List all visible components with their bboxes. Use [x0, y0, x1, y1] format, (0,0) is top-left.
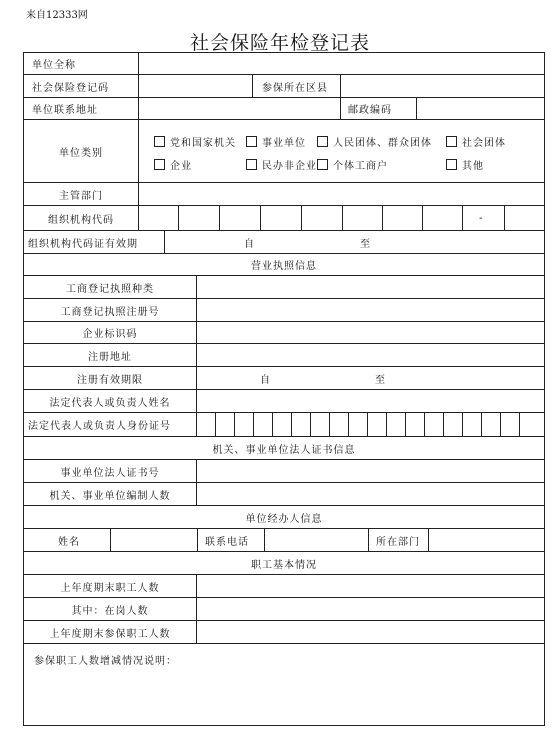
label-supervisor: 主管部门 — [59, 190, 103, 202]
row-biz-section — [24, 254, 544, 276]
label-agent-name: 姓名 — [58, 536, 80, 548]
row-unit-category — [24, 120, 544, 183]
label-staff-insured: 上年度期末参保职工人数 — [49, 628, 171, 640]
label-agent-phone: 联系电话 — [205, 536, 249, 548]
source-note: 来自12333网 — [26, 10, 88, 21]
row-biz-reg-number — [24, 299, 544, 322]
row-biz-reg-type — [24, 276, 544, 299]
input-staff-quota[interactable] — [197, 483, 545, 505]
input-postcode[interactable] — [417, 98, 545, 119]
section-agent: 单位经办人信息 — [245, 513, 323, 525]
label-staff-active: 其中：在岗人数 — [71, 605, 149, 617]
checkbox[interactable] — [154, 136, 165, 147]
option-private-nonprofit[interactable]: 民办非企业 — [246, 157, 317, 172]
input-enterprise-id[interactable] — [197, 322, 545, 343]
row-inst-cert — [24, 460, 544, 483]
row-staff-section — [24, 552, 544, 575]
option-people-org[interactable]: 人民团体、群众团体 — [317, 134, 432, 149]
label-staff-quota: 机关、事业单位编制人数 — [49, 490, 171, 502]
input-legal-rep-name[interactable] — [197, 390, 545, 412]
input-biz-reg-number[interactable] — [197, 299, 545, 321]
label-unit-address: 单位联系地址 — [32, 105, 98, 116]
checkbox[interactable] — [246, 159, 257, 170]
section-biz-license: 营业执照信息 — [251, 261, 317, 272]
label-ss-reg-code: 社会保险登记码 — [32, 82, 109, 94]
section-staff: 职工基本情况 — [251, 559, 317, 571]
label-biz-reg-type: 工商登记执照种类 — [66, 283, 154, 295]
label-agent-dept: 所在部门 — [376, 536, 420, 548]
input-ss-reg-code[interactable] — [139, 75, 252, 97]
label-insured-county: 参保所在区县 — [262, 82, 328, 94]
input-agent-phone[interactable] — [265, 529, 368, 551]
checkbox[interactable] — [446, 159, 457, 170]
row-unit-name — [24, 53, 544, 75]
label-org-validity: 组织机构代码证有效期 — [28, 238, 138, 250]
row-org-validity — [24, 231, 544, 254]
row-agent — [24, 529, 544, 552]
label-reg-from: 自 — [260, 374, 271, 386]
row-legal-cert-section — [24, 437, 544, 460]
row-address — [24, 98, 544, 120]
label-org-code: 组织机构代码 — [48, 214, 114, 226]
label-unit-name: 单位全称 — [32, 60, 76, 71]
input-supervisor[interactable] — [139, 183, 545, 205]
option-party-state[interactable]: 党和国家机关 — [154, 134, 236, 149]
input-unit-name[interactable] — [139, 53, 545, 74]
label-from: 自 — [244, 238, 255, 250]
row-legal-rep-name — [24, 390, 544, 413]
label-staff-total: 上年度期末职工人数 — [60, 582, 160, 594]
row-ss-reg — [24, 75, 544, 98]
label-postcode: 邮政编码 — [348, 105, 392, 116]
input-reg-address[interactable] — [197, 344, 545, 366]
label-to: 至 — [360, 238, 371, 250]
option-social-org[interactable]: 社会团体 — [446, 134, 506, 149]
label-legal-rep-id: 法定代表人或负责人身份证号 — [28, 421, 171, 432]
row-change-note — [24, 644, 544, 726]
checkbox[interactable] — [446, 136, 457, 147]
label-inst-cert-no: 事业单位法人证书号 — [60, 467, 160, 479]
option-institution[interactable]: 事业单位 — [246, 134, 306, 149]
registration-form — [23, 52, 545, 726]
label-legal-rep-name: 法定代表人或负责人姓名 — [49, 397, 171, 409]
input-insured-county[interactable] — [341, 75, 545, 97]
row-org-code — [24, 206, 544, 231]
row-enterprise-id — [24, 322, 544, 344]
input-inst-cert-no[interactable] — [197, 460, 545, 482]
label-reg-to: 至 — [375, 374, 386, 386]
section-legal-cert: 机关、事业单位法人证书信息 — [212, 444, 356, 456]
row-staff-quota — [24, 483, 544, 506]
label-change-note: 参保职工人数增减情况说明： — [34, 655, 177, 667]
row-staff-active — [24, 598, 544, 621]
input-biz-reg-type[interactable] — [197, 276, 545, 298]
label-biz-reg-number: 工商登记执照注册号 — [60, 306, 160, 318]
option-individual-business[interactable]: 个体工商户 — [317, 157, 388, 172]
label-unit-category: 单位类别 — [59, 147, 103, 159]
checkbox[interactable] — [317, 136, 328, 147]
row-staff-total — [24, 575, 544, 598]
checkbox[interactable] — [154, 159, 165, 170]
row-reg-validity — [24, 367, 544, 390]
label-enterprise-id: 企业标识码 — [82, 329, 138, 340]
option-enterprise[interactable]: 企业 — [154, 157, 192, 172]
checkbox[interactable] — [246, 136, 257, 147]
org-code-dash: - — [479, 212, 484, 224]
label-reg-validity: 注册有效期限 — [77, 374, 143, 386]
row-legal-rep-id — [24, 413, 544, 437]
option-other[interactable]: 其他 — [446, 157, 484, 172]
input-agent-dept[interactable] — [429, 529, 545, 551]
label-reg-address: 注册地址 — [88, 351, 132, 363]
input-staff-active[interactable] — [197, 598, 545, 620]
row-staff-insured — [24, 621, 544, 644]
input-staff-insured[interactable] — [197, 621, 545, 643]
row-supervisor — [24, 183, 544, 206]
row-reg-address — [24, 344, 544, 367]
form-title: 社会保险年检登记表 — [189, 32, 370, 54]
row-agent-section — [24, 506, 544, 529]
checkbox[interactable] — [317, 159, 328, 170]
input-unit-address[interactable] — [139, 98, 339, 119]
input-agent-name[interactable] — [111, 529, 197, 551]
input-staff-total[interactable] — [197, 575, 545, 597]
